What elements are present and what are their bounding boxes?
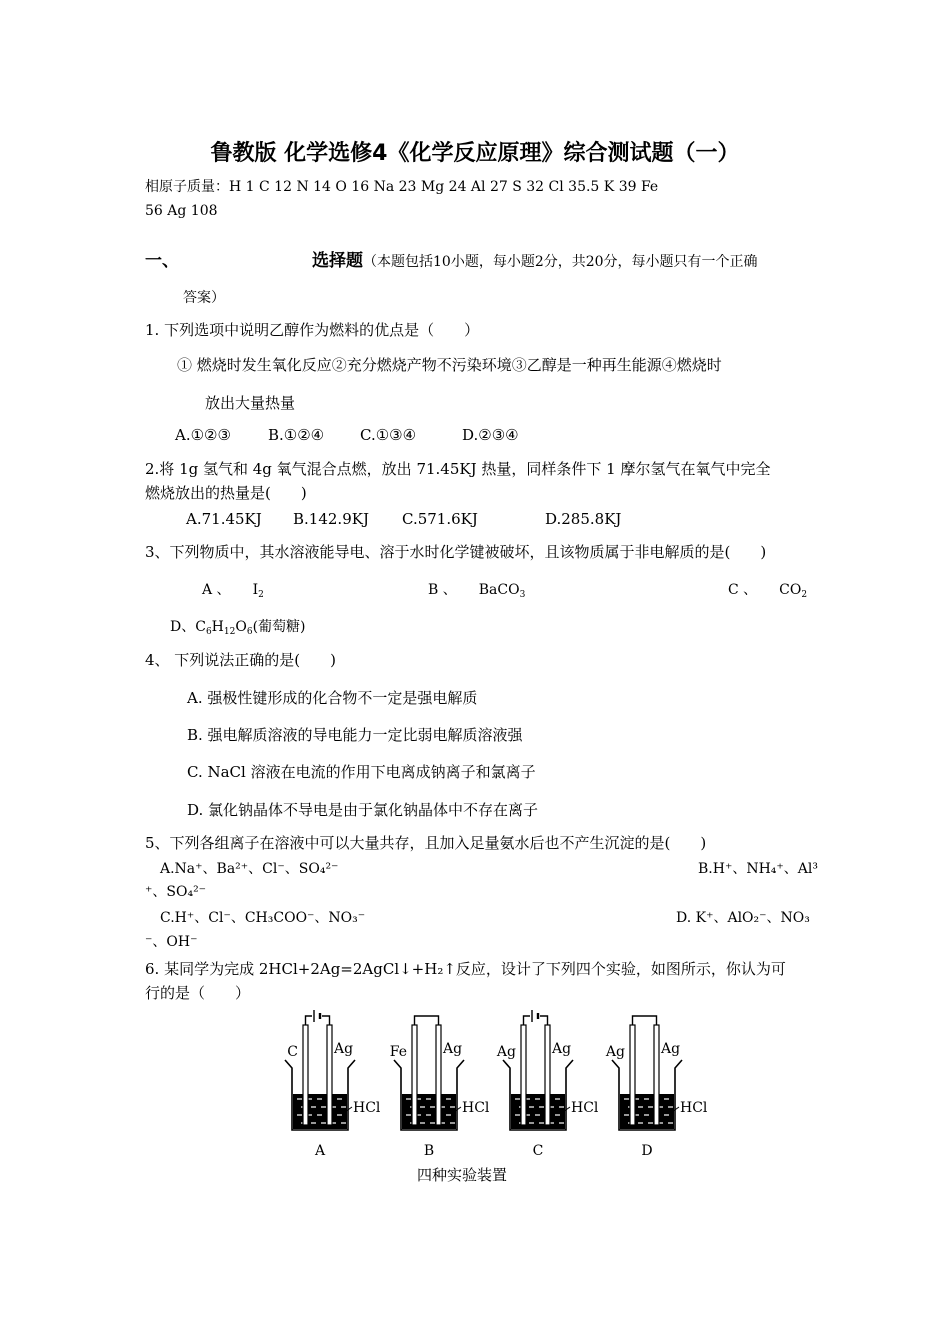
- q1-option-c: C.①③④: [360, 426, 417, 444]
- q3-option-a-label: A 、: [202, 582, 231, 598]
- q2-stem-cont: 燃烧放出的热量是( ): [145, 484, 307, 502]
- q1-option-a: A.①②③: [175, 426, 231, 444]
- q3-option-c-formula: CO: [779, 582, 802, 598]
- q3-option-b: [428, 580, 525, 605]
- wire-b: [415, 1016, 439, 1025]
- q3-option-b-formula: BaCO: [478, 582, 520, 598]
- q3-option-b-label: B 、: [428, 582, 457, 598]
- q3-option-a-formula: I: [252, 582, 259, 598]
- apparatus-label-b: B: [423, 1143, 435, 1159]
- electrode-right-label-b: Ag: [443, 1041, 463, 1057]
- q3-option-c: [728, 580, 807, 605]
- electrolyte-label-d: HCl: [680, 1100, 708, 1116]
- q1-statements: ① 燃烧时发生氧化反应②充分燃烧产物不污染环境③乙醇是一种再生能源④燃烧时: [177, 356, 722, 374]
- q6-stem: 6. 某同学为完成 2HCl+2Ag=2AgCl↓+H₂↑反应，设计了下列四个实验，如图所示，你认为可: [145, 960, 786, 978]
- q1-option-b: B.①②④: [268, 426, 325, 444]
- q1-stem: 1. 下列选项中说明乙醇作为燃料的优点是（ ）: [145, 321, 480, 339]
- section-heading: [312, 251, 758, 272]
- q3-option-b-subscript: 3: [519, 590, 526, 600]
- electrolyte-label-c: HCl: [571, 1100, 599, 1116]
- q3-option-d-sub-3: 6: [246, 627, 253, 637]
- q5-option-d: D. K⁺、AlO₂⁻、NO₃: [676, 910, 810, 926]
- q2-option-d: D.285.8KJ: [545, 510, 622, 528]
- q5-option-d-cont: ⁻、OH⁻: [145, 934, 198, 950]
- q4-stem: 4、 下列说法正确的是( ): [145, 651, 337, 669]
- electrode-right-d: [654, 1025, 659, 1125]
- atomic-mass-line-1: 相原子质量：H 1 C 12 N 14 O 16 Na 23 Mg 24 Al 27 S 32 Cl 35.5 K 39 Fe: [145, 179, 659, 195]
- q2-option-a: A.71.45KJ: [186, 510, 262, 528]
- electrode-right-label-a: Ag: [334, 1041, 354, 1057]
- q5-option-b: B.H⁺、NH₄⁺、Al³: [698, 861, 818, 877]
- experiment-figure: [270, 1010, 730, 1190]
- section-description-cont: 答案）: [183, 290, 225, 306]
- electrode-left-label-b: Fe: [389, 1044, 407, 1060]
- apparatus-label-c: C: [532, 1143, 544, 1159]
- electrode-left-d: [630, 1025, 635, 1125]
- q1-option-d: D.②③④: [462, 426, 519, 444]
- q6-stem-cont: 行的是（ ）: [145, 984, 251, 1002]
- apparatus-label-d: D: [641, 1143, 653, 1159]
- q2-option-b: B.142.9KJ: [293, 510, 369, 528]
- q4-option-b: B. 强电解质溶液的导电能力一定比弱电解质溶液强: [187, 726, 523, 744]
- q3-option-d-sub-1: 6: [205, 627, 212, 637]
- q3-option-a-subscript: 2: [258, 590, 264, 600]
- q3-option-c-label: C 、: [728, 582, 758, 598]
- q5-option-b-cont: ⁺、SO₄²⁻: [145, 884, 207, 900]
- q2-option-c: C.571.6KJ: [402, 510, 478, 528]
- electrode-right-b: [436, 1025, 441, 1125]
- section-description: （本题包括10小题，每小题2分，共20分，每小题只有一个正确: [363, 254, 758, 270]
- q2-stem: 2.将 1g 氢气和 4g 氧气混合点燃，放出 71.45KJ 热量，同样条件下 1 摩尔氢气在氧气中完全: [145, 460, 771, 478]
- q3-option-c-subscript: 2: [801, 590, 808, 600]
- electrode-left-b: [412, 1025, 417, 1125]
- electrolyte-label-a: HCl: [353, 1100, 381, 1116]
- electrode-left-c: [521, 1025, 526, 1125]
- q3-option-d-prefix: D、C: [170, 619, 206, 635]
- electrode-left-label-a: C: [287, 1044, 298, 1060]
- section-name: 选择题: [312, 251, 363, 271]
- apparatus-label-a: A: [314, 1143, 326, 1159]
- electrolyte-label-b: HCl: [462, 1100, 490, 1116]
- q3-stem: 3、下列物质中，其水溶液能导电、溶于水时化学键被破坏，且该物质属于非电解质的是( ): [145, 543, 767, 561]
- q4-option-d: D. 氯化钠晶体不导电是由于氯化钠晶体中不存在离子: [187, 801, 539, 819]
- q4-option-a: A. 强极性键形成的化合物不一定是强电解质: [187, 689, 478, 707]
- electrode-left-label-c: Ag: [496, 1044, 516, 1060]
- electrode-left-a: [303, 1025, 308, 1125]
- q3-option-d-sub-2: 12: [223, 627, 236, 637]
- q3-option-d-h: H: [211, 619, 224, 635]
- q3-option-d-suffix: (葡萄糖): [252, 619, 306, 635]
- electrode-right-label-c: Ag: [552, 1041, 572, 1057]
- electrode-right-c: [545, 1025, 550, 1125]
- section-number: 一、: [145, 251, 179, 271]
- wire-d: [633, 1016, 657, 1025]
- q1-statements-cont: 放出大量热量: [205, 394, 296, 412]
- q5-stem: 5、下列各组离子在溶液中可以大量共存，且加入足量氨水后也不产生沉淀的是( ): [145, 834, 707, 852]
- electrode-right-a: [327, 1025, 332, 1125]
- q3-option-d: [170, 617, 306, 642]
- q3-option-d-o: O: [235, 619, 247, 635]
- q4-option-c: C. NaCl 溶液在电流的作用下电离成钠离子和氯离子: [187, 763, 536, 781]
- figure-caption: 四种实验装置: [416, 1166, 508, 1184]
- q3-option-a: [202, 580, 264, 605]
- q5-option-c: C.H⁺、Cl⁻、CH₃COO⁻、NO₃⁻: [160, 910, 366, 926]
- q5-option-a: A.Na⁺、Ba²⁺、Cl⁻、SO₄²⁻: [160, 861, 339, 877]
- page-title: 鲁教版 化学选修4《化学反应原理》综合测试题（一）: [210, 141, 740, 166]
- electrode-left-label-d: Ag: [605, 1044, 625, 1060]
- atomic-mass-line-2: 56 Ag 108: [145, 203, 218, 219]
- electrode-right-label-d: Ag: [661, 1041, 681, 1057]
